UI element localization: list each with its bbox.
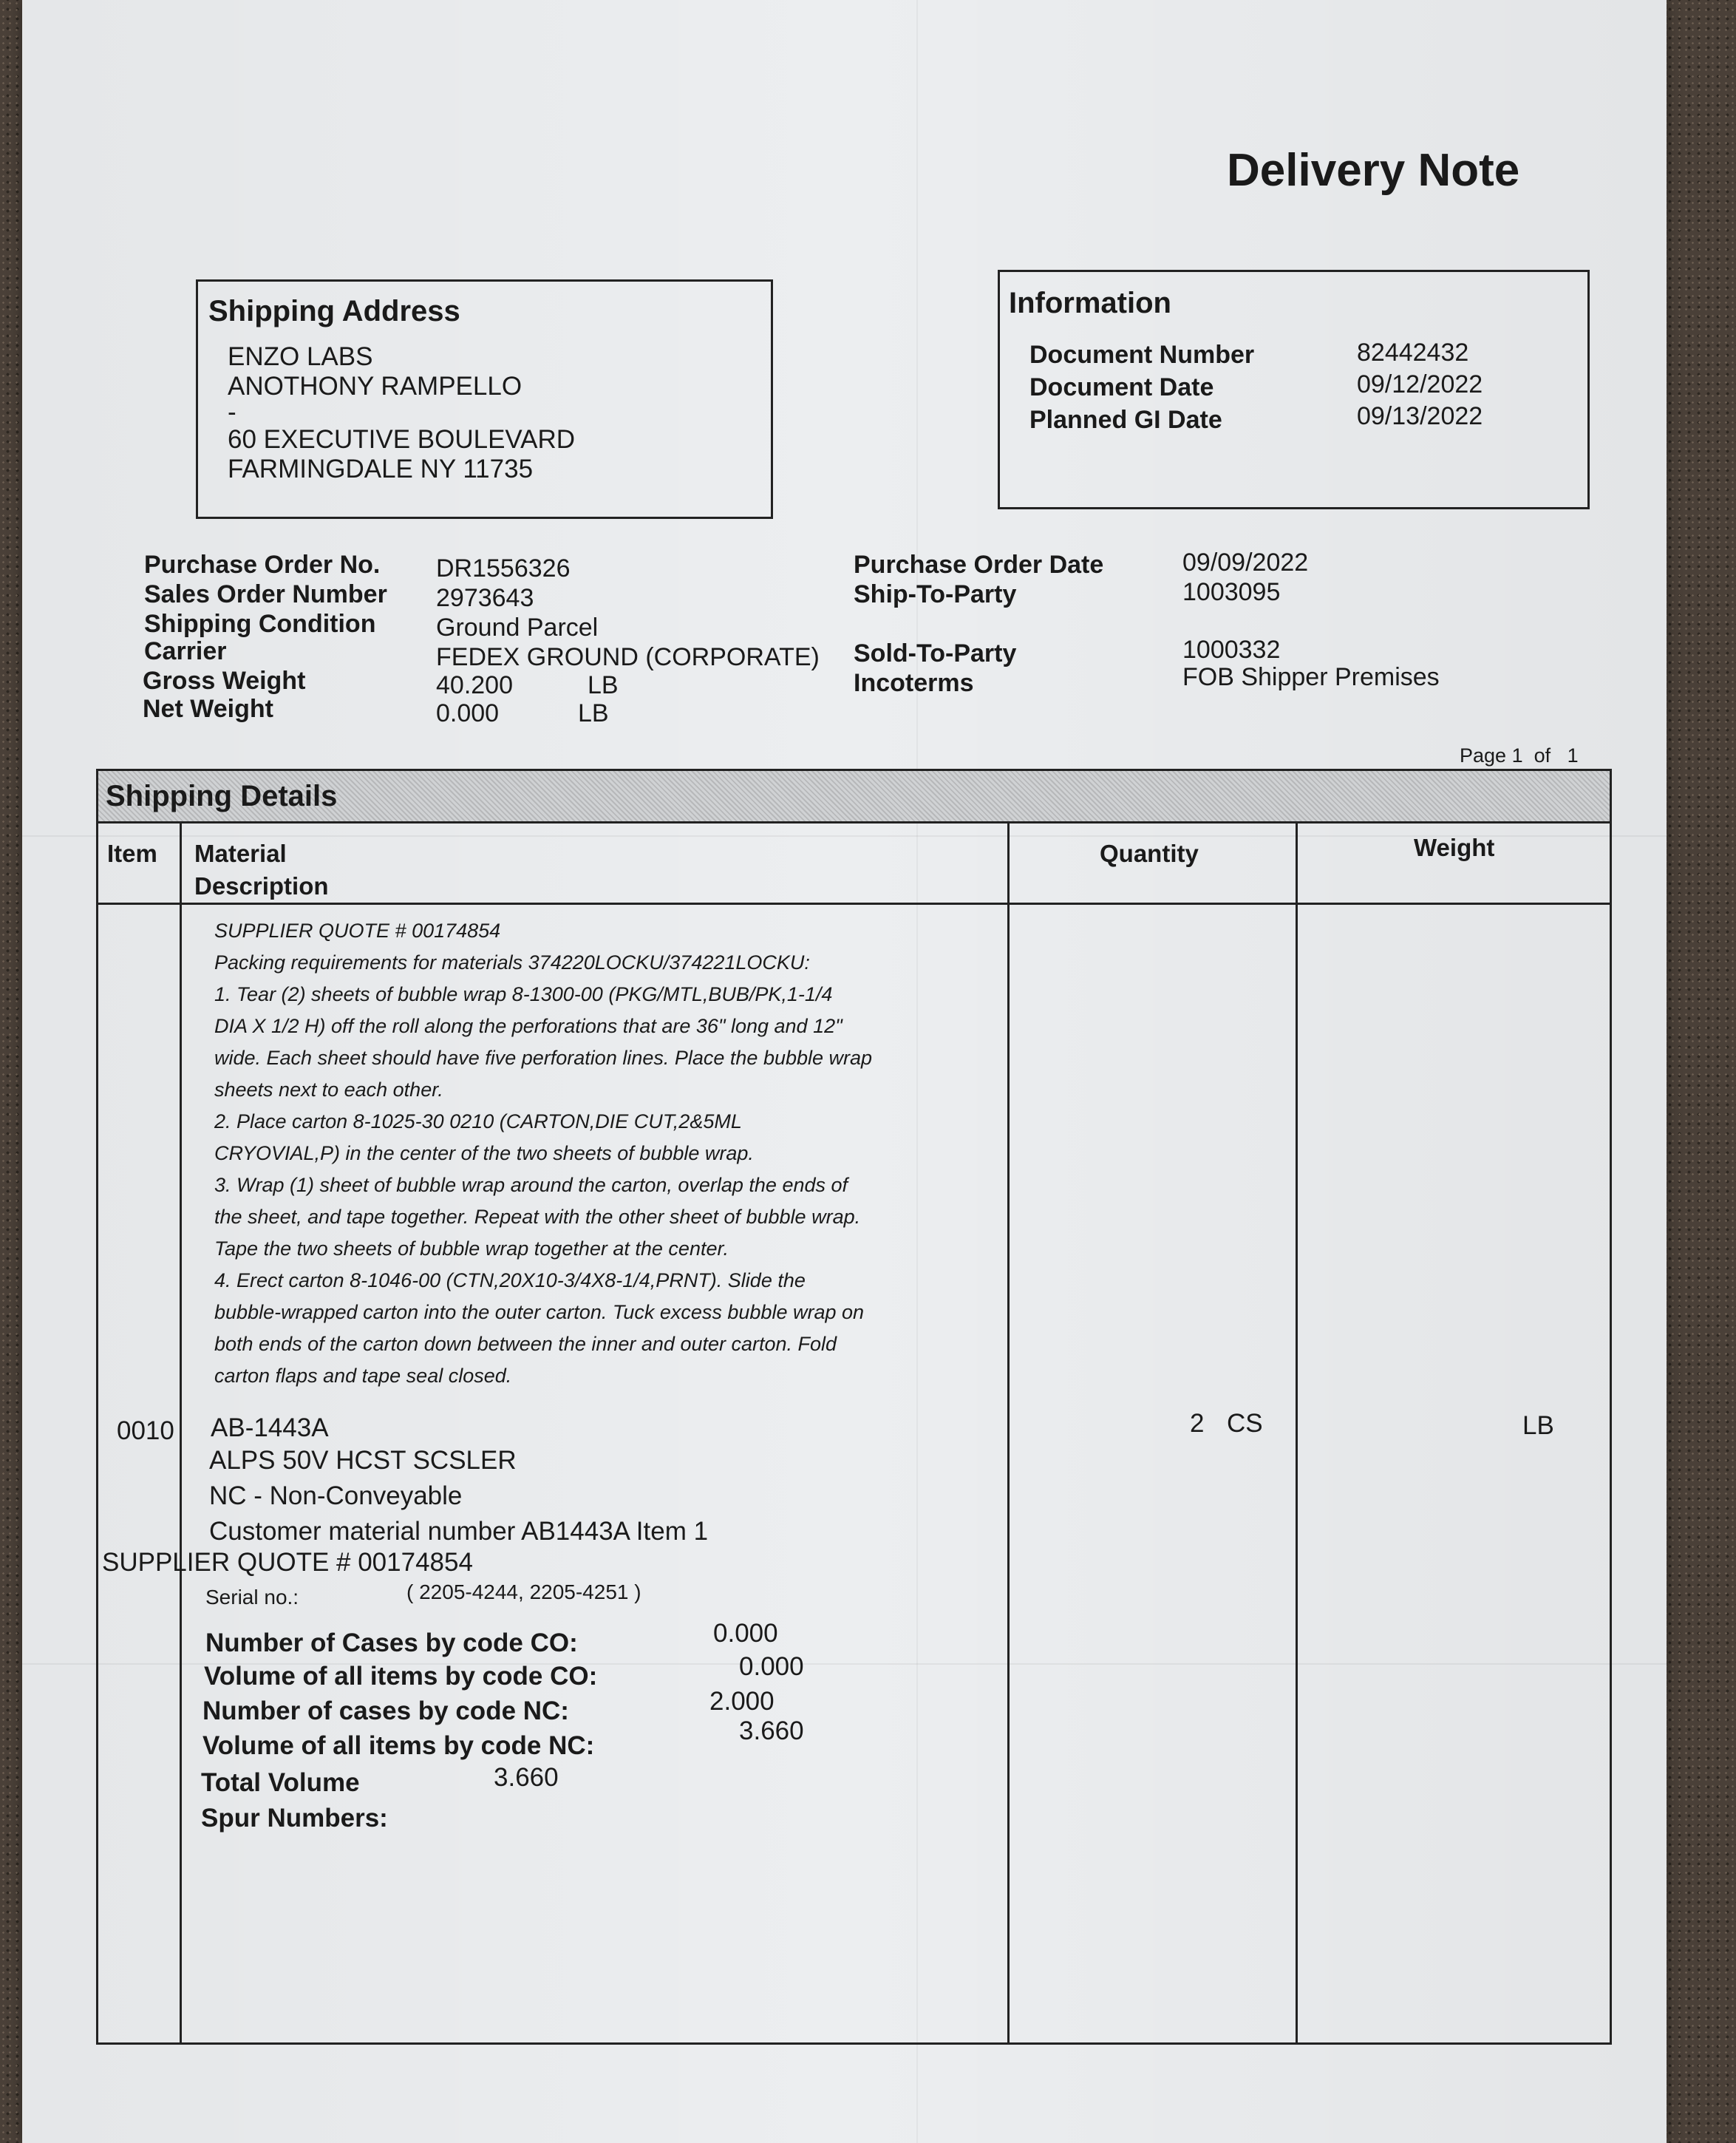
instruction-line: 4. Erect carton 8-1046-00 (CTN,20X10-3/4X8-1/4,PRNT). Slide the — [214, 1269, 806, 1291]
purchase-order-no: DR1556326 — [436, 554, 571, 583]
material-number: AB-1443A — [211, 1413, 329, 1442]
summary-value: 2.000 — [709, 1687, 775, 1716]
instruction-line: CRYOVIAL,P) in the center of the two sheets of bubble wrap. — [214, 1142, 754, 1164]
column-divider — [180, 821, 182, 2042]
address-line: FARMINGDALE NY 11735 — [228, 455, 534, 483]
instruction-line: carton flaps and tape seal closed. — [214, 1365, 512, 1387]
summary-value: 3.660 — [739, 1716, 804, 1745]
page-current: 1 — [1511, 744, 1523, 767]
page-total: 1 — [1567, 744, 1579, 767]
information-heading: Information — [1009, 287, 1171, 319]
field-label: Shipping Condition — [144, 610, 376, 638]
item-quantity-unit: CS — [1227, 1409, 1263, 1438]
field-label: Carrier — [144, 637, 227, 665]
serial-label: Serial no.: — [205, 1586, 299, 1609]
planned-gi-date: 09/13/2022 — [1357, 402, 1483, 430]
instruction-line: 2. Place carton 8-1025-30 0210 (CARTON,DIE CUT,2&5ML — [214, 1110, 742, 1132]
description-line: Customer material number AB1443A Item 1 — [209, 1517, 709, 1546]
gross-weight: 40.200 — [436, 671, 513, 699]
instruction-line: both ends of the carton down between the inner and outer carton. Fold — [214, 1333, 837, 1355]
summary-label: Spur Numbers: — [201, 1804, 388, 1833]
item-supplier-quote: SUPPLIER QUOTE # 00174854 — [102, 1548, 473, 1577]
gross-weight-unit: LB — [588, 671, 619, 699]
document-number: 82442432 — [1357, 339, 1469, 367]
instruction-line: DIA X 1/2 H) off the roll along the perforations that are 36" long and 12" — [214, 1015, 843, 1037]
instruction-line: sheets next to each other. — [214, 1079, 443, 1101]
description-line: ALPS 50V HCST SCSLER — [209, 1446, 517, 1475]
address-line: ENZO LABS — [228, 342, 373, 371]
shipping-address-box — [196, 279, 773, 519]
summary-value: 0.000 — [739, 1652, 804, 1681]
packing-instructions — [214, 915, 872, 1392]
instruction-line: bubble-wrapped carton into the outer carton. Tuck excess bubble wrap on — [214, 1301, 865, 1323]
shipping-address-lines — [228, 342, 575, 484]
info-label: Document Date — [1029, 373, 1214, 401]
field-label: Purchase Order No. — [144, 551, 381, 579]
instruction-line: the sheet, and tape together. Repeat with the other sheet of bubble wrap. — [214, 1206, 861, 1228]
instruction-line: Tape the two sheets of bubble wrap together at the center. — [214, 1237, 729, 1260]
info-label: Document Number — [1029, 341, 1255, 369]
field-label: Incoterms — [854, 669, 974, 697]
address-line: ANOTHONY RAMPELLO — [228, 372, 522, 401]
net-weight: 0.000 — [436, 699, 500, 727]
summary-label: Volume of all items by code NC: — [202, 1731, 595, 1760]
column-header-item: Item — [107, 840, 157, 867]
serial-value: ( 2205-4244, 2205-4251 ) — [406, 1580, 641, 1603]
summary-value: 3.660 — [494, 1763, 559, 1792]
description-line: NC - Non-Conveyable — [209, 1481, 463, 1510]
column-divider — [1296, 821, 1298, 2042]
instruction-line: wide. Each sheet should have five perforation lines. Place the bubble wrap — [214, 1047, 873, 1069]
description-header-line: Description — [194, 872, 329, 900]
item-quantity: 2 — [1190, 1409, 1205, 1438]
column-divider — [1007, 821, 1010, 2042]
incoterms: FOB Shipper Premises — [1182, 663, 1440, 691]
field-label: Sales Order Number — [144, 580, 387, 608]
summary-label: Total Volume — [201, 1768, 360, 1797]
address-line: - — [228, 398, 236, 427]
page-label: Page — [1460, 744, 1507, 767]
column-header-quantity: Quantity — [1100, 840, 1199, 867]
document-title: Delivery Note — [1227, 145, 1520, 196]
field-label: Sold-To-Party — [854, 639, 1017, 668]
shipping-details-heading: Shipping Details — [106, 780, 338, 812]
ship-to-party: 1003095 — [1182, 578, 1281, 606]
sold-to-party: 1000332 — [1182, 636, 1281, 664]
sales-order-number: 2973643 — [436, 584, 534, 612]
item-weight-unit: LB — [1522, 1411, 1554, 1440]
net-weight-unit: LB — [578, 699, 609, 727]
page-indicator — [1460, 744, 1579, 767]
field-label: Purchase Order Date — [854, 551, 1104, 579]
page-of: of — [1534, 744, 1551, 767]
material-header-line: Material — [194, 840, 287, 867]
field-label: Ship-To-Party — [854, 580, 1017, 608]
shipping-condition: Ground Parcel — [436, 614, 599, 642]
carrier: FEDEX GROUND (CORPORATE) — [436, 643, 820, 671]
instruction-line: Packing requirements for materials 374220LOCKU/374221LOCKU: — [214, 951, 810, 974]
shipping-details-band — [98, 771, 1610, 823]
material-description — [209, 1443, 708, 1549]
information-box — [998, 270, 1590, 509]
column-header-weight: Weight — [1414, 834, 1495, 861]
address-line: 60 EXECUTIVE BOULEVARD — [228, 425, 576, 454]
document-date: 09/12/2022 — [1357, 370, 1483, 398]
item-number: 0010 — [117, 1416, 174, 1445]
field-label: Net Weight — [143, 695, 273, 723]
shipping-address-heading: Shipping Address — [208, 295, 460, 327]
field-label: Gross Weight — [143, 667, 306, 695]
summary-value: 0.000 — [713, 1619, 778, 1648]
purchase-order-date: 09/09/2022 — [1182, 549, 1309, 577]
instruction-line: 1. Tear (2) sheets of bubble wrap 8-1300-00 (PKG/MTL,BUB/PK,1-1/4 — [214, 983, 833, 1005]
instruction-line: 3. Wrap (1) sheet of bubble wrap around the carton, overlap the ends of — [214, 1174, 848, 1196]
summary-label: Volume of all items by code CO: — [204, 1662, 598, 1691]
column-header-material — [194, 838, 329, 903]
instruction-line: SUPPLIER QUOTE # 00174854 — [214, 920, 501, 942]
summary-label: Number of Cases by code CO: — [205, 1629, 578, 1657]
info-label: Planned GI Date — [1029, 406, 1222, 434]
summary-label: Number of cases by code NC: — [202, 1697, 569, 1725]
